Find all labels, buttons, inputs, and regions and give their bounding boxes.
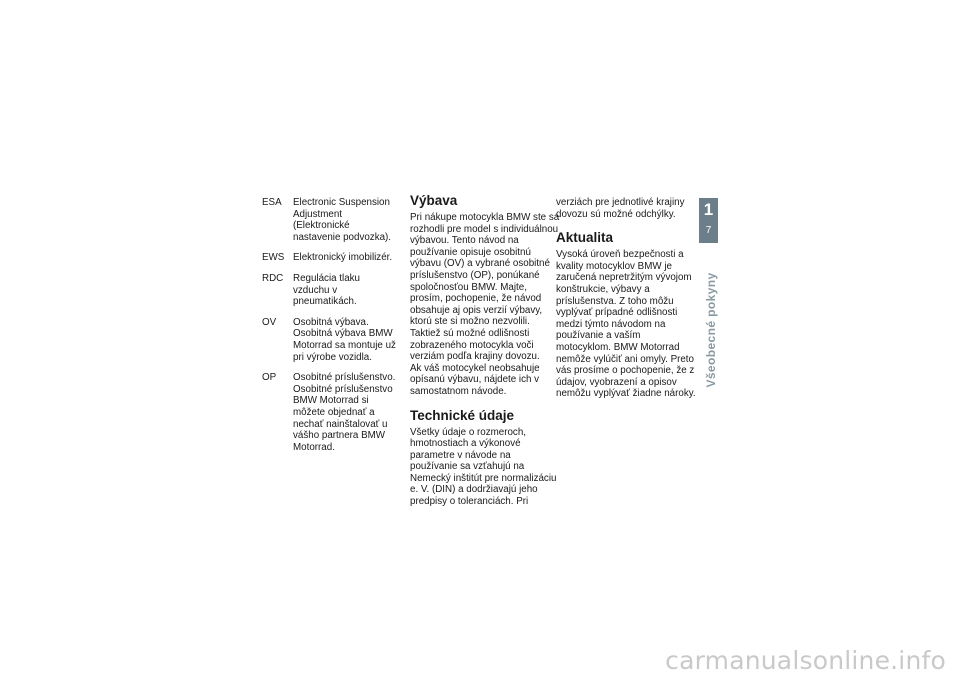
right-column <box>556 197 696 400</box>
abbreviation-entry-ews <box>262 252 402 264</box>
watermark: carmanualsonline.info <box>665 646 946 675</box>
continuation-text: verziách pre jednotlivé krajiny dovozu sú možné odchýlky. <box>556 197 685 220</box>
section-body-aktualita: Vysoká úroveň bezpečnosti a kvality motocyklov BMW je zaručená nepretržitým vývojom konštrukcie, výbavy a príslušenstva. Z toho môžu vyplývať prípadné odlišnosti medzi týmto návodom na používanie a vaším motocyklom. BMW Motorrad nemôže vylúčiť ani omyly. Preto vás prosíme o pochopenie, že z údajov, vyobrazení a opisov nemôžu vyplývať žiadne nároky. <box>556 249 696 400</box>
abbreviation-key: OP <box>262 372 277 384</box>
abbreviation-key: ESA <box>262 197 282 208</box>
abbreviation-entry-op <box>262 372 402 453</box>
abbreviation-key: RDC <box>262 272 284 284</box>
abbreviation-entry-rdc <box>262 273 402 308</box>
abbreviation-list <box>262 197 402 462</box>
chapter-tab <box>699 198 718 243</box>
abbreviation-text: Electronic Suspension Adjustment (Elektronické nastavenie podvozka). <box>293 197 392 243</box>
abbreviation-key: OV <box>262 316 277 328</box>
page-number: 7 <box>705 225 712 236</box>
middle-column <box>410 193 560 508</box>
section-body-vybava: Pri nákupe motocykla BMW ste sa rozhodli pre model s individuálnou výbavou. Tento návod na používanie opisuje osobitnú výbavu (OV) a vybrané osobitné príslušenstvo (OP), ponúkané spoločnosťou BMW. Majte, prosím, pochopenie, že návod obsahuje aj opis verzií výbavy, ktorú ste si možno nezvolili. Taktiež sú možné odlišnosti zobrazeného motocykla voči verziám podľa krajiny dovozu. Ak váš motocykel neobsahuje opísanú výbavu, nájdete ich v samostatnom návode. <box>410 212 560 397</box>
abbreviation-text: Osobitná výbava. Osobitná výbava BMW Motorrad sa montuje už pri výrobe vozidla. <box>293 316 396 363</box>
section-title-aktualita: Aktualita <box>556 230 614 246</box>
section-title-vybava: Výbava <box>410 193 458 208</box>
abbreviation-text: Osobitné príslušenstvo. Osobitné príslušenstvo BMW Motorrad si môžete objednať a nechať nainštalovať u vášho partnera BMW Motorrad. <box>293 372 396 453</box>
abbreviation-text: Regulácia tlaku vzduchu v pneumatikách. <box>293 272 360 308</box>
abbreviation-entry-ov <box>262 317 402 363</box>
abbreviation-key: EWS <box>262 252 285 264</box>
section-body-technicke-udaje: Všetky údaje o rozmeroch, hmotnostiach a výkonové parametre v návode na používanie sa vzťahujú na Nemecký inštitút pre normalizáciu e. V. (DIN) a dodržiavajú jeho predpisy o toleranciách. Pri <box>410 426 557 508</box>
section-title-technicke-udaje: Technické údaje <box>410 407 515 423</box>
chapter-side-title: Všeobecné pokyny <box>704 272 718 388</box>
abbreviation-entry-esa <box>262 197 402 243</box>
chapter-number: 1 <box>703 200 714 219</box>
abbreviation-text: Elektronický imobilizér. <box>293 252 393 264</box>
